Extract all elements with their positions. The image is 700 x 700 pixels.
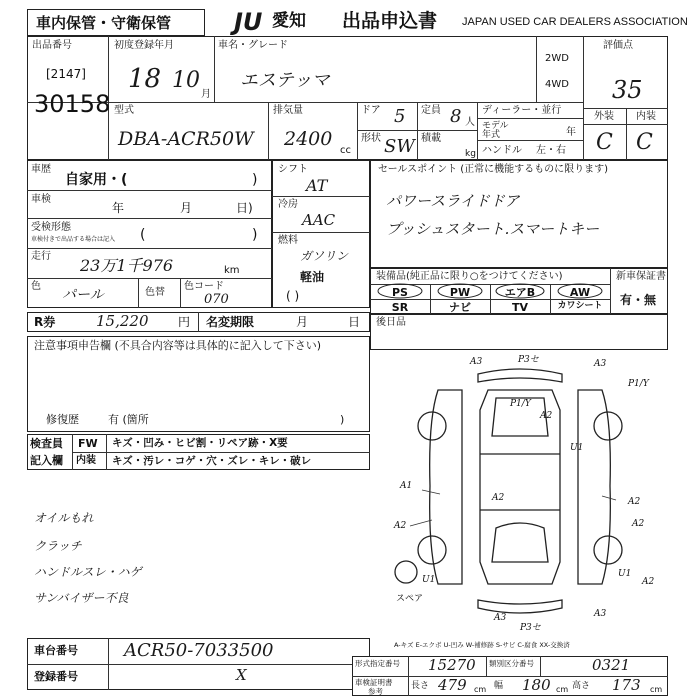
ju-logo [232, 10, 272, 36]
recycle-unit: 円 [178, 315, 191, 329]
exterior-label: 外装 [594, 111, 614, 122]
diag-label: P3セ [518, 355, 539, 365]
equip-tv: TV [511, 301, 529, 314]
reference-sub: 参考 [368, 687, 383, 696]
car-damage-diagram [370, 350, 668, 640]
doors-label: ドア [361, 105, 381, 116]
rating-value: 35 [612, 76, 643, 104]
shape-number-label: 形式指定番号 [355, 659, 400, 668]
diag-label: A3 [470, 357, 483, 367]
diag-label: A2 [394, 521, 407, 531]
inspection-month: 月 [180, 201, 193, 215]
category-number-value: 0321 [592, 656, 631, 674]
equip-ps: PS [392, 286, 408, 299]
lot-bracket: [2147] [46, 67, 86, 81]
registration-label: 初度登録年月 [114, 40, 174, 51]
handle-label: ハンドル [482, 145, 522, 156]
drive-4wd: 4WD [545, 79, 569, 90]
category-number-label: 類別区分番号 [489, 659, 534, 668]
storage-label-box [27, 9, 205, 36]
notes-label: 注意事項申告欄 (不具合内容等は具体的に記入して下さい) [34, 339, 322, 352]
note-4: サンバイザー不良 [34, 591, 129, 605]
left-side [430, 390, 462, 584]
association-name: JAPAN USED CAR DEALERS ASSOCIATION [462, 16, 688, 28]
diag-label: P3セ [520, 623, 541, 633]
registration-year: 18 [128, 64, 162, 94]
inspector-label1: 検査員 [30, 437, 63, 450]
note-2: クラッチ [34, 539, 82, 553]
color-code: 070 [204, 292, 229, 307]
diag-label: U1 [570, 443, 584, 453]
after-items-label: 後日品 [376, 317, 406, 328]
history-value: 自家用・( [65, 172, 128, 188]
inspector-fw-items: キズ・凹み・ヒビ割・リペア跡・X要 [112, 437, 288, 449]
spare-label: スペア [396, 594, 424, 604]
diag-label: P1/Y [510, 399, 531, 409]
rating-label: 評価点 [603, 40, 633, 51]
load-unit: kg [465, 149, 476, 159]
logo-text: JU [234, 8, 263, 36]
inspector-fw: FW [78, 437, 98, 450]
body-shape-value: SW [384, 136, 415, 157]
front-bumper [478, 369, 562, 382]
capacity-value: 8 [450, 106, 462, 127]
sales-point-line1: パワースライドドア [386, 192, 520, 210]
inspection-year: 年 [112, 201, 125, 215]
fuel-value: ガソリン [300, 249, 349, 263]
model-grade-label: 車名・グレード [218, 40, 288, 51]
body-shape-label: 形状 [361, 133, 381, 144]
mileage-label: 走行 [31, 251, 51, 262]
recycle-label: R券 [34, 315, 56, 329]
repair-label: 修復歴 [46, 413, 79, 426]
fuel-paren: ( ) [286, 289, 300, 303]
equipment-circle-marks [370, 282, 610, 300]
diag-label: A1 [400, 481, 413, 491]
plate-label: 登録番号 [34, 670, 78, 683]
displacement-value: 2400 [284, 128, 333, 150]
diag-label: A3 [594, 609, 607, 619]
reference-label: 車検証明書 [355, 678, 393, 687]
circle-ps [378, 284, 422, 298]
circle-pw [438, 284, 482, 298]
model-grade-value: エステッマ [240, 70, 330, 91]
vehicle-info-block [27, 160, 272, 308]
rear-bumper [478, 600, 562, 613]
transfer-day: 日 [348, 315, 361, 329]
width-unit: cm [556, 685, 569, 694]
diag-label: A3 [594, 359, 607, 369]
diag-label: P1/Y [628, 379, 649, 389]
right-side [578, 390, 610, 584]
note-1: オイルもれ [34, 511, 94, 525]
interior-grade: C [636, 130, 653, 155]
model-year-label: モデル年式 [482, 121, 509, 140]
chassis-label: 車台番号 [34, 644, 78, 657]
shift-value: AT [306, 176, 328, 195]
shift-label: シフト [278, 164, 308, 175]
inspection-day: 日) [236, 201, 253, 215]
equipment-label: 装備品(純正品に限り○をつけてください) [376, 271, 563, 282]
registration-month: 10 [172, 68, 200, 93]
capacity-unit: 人 [465, 117, 475, 128]
transfer-month: 月 [296, 315, 309, 329]
transfer-label: 名変期限 [206, 315, 255, 329]
accepted-label: 受検形態 [31, 222, 71, 233]
length-label: 長さ [411, 681, 430, 691]
inspector-int-items: キズ・汚レ・コゲ・穴・ズレ・キレ・破レ [112, 455, 312, 467]
color-label: 色 [31, 281, 41, 292]
inspector-int: 内装 [76, 455, 96, 466]
diag-label: A3 [494, 613, 507, 623]
recycle-value: 15,220 [96, 312, 149, 330]
inspector-label2: 記入欄 [30, 454, 63, 467]
color-code-label: 色コード [184, 281, 224, 292]
form-title: 出品申込書 [342, 10, 438, 32]
dealer-label: ディーラー・並行 [482, 105, 562, 116]
repair-value: 有 (箇所 [108, 413, 149, 426]
equip-pw: PW [449, 286, 471, 299]
color-value: パール [62, 287, 104, 303]
sales-point-label: セールスポイント (正常に機能するものに限ります) [378, 164, 609, 175]
height-unit: cm [650, 685, 663, 694]
history-close: ) [252, 172, 258, 188]
length-value: 479 [438, 676, 467, 694]
note-3: ハンドルスレ・ハゲ [34, 565, 142, 579]
after-items-block [370, 314, 668, 350]
aircon-value: AAC [302, 211, 336, 229]
history-label: 車歴 [31, 164, 51, 175]
diag-label: U1 [618, 569, 632, 579]
shape-number-value: 15270 [428, 656, 476, 674]
inspection-label: 車検 [31, 194, 51, 205]
diagram-legend: A-キズ E-エクボ U-凹み W-補修跡 S-サビ C-腐食 XX-交換済 [394, 641, 570, 649]
model-year-unit: 年 [566, 127, 576, 138]
registration-month-unit: 月 [201, 89, 211, 100]
diag-label: A2 [628, 497, 641, 507]
mileage-value: 23万1千976 [80, 256, 174, 275]
fuel-label: 燃料 [278, 235, 298, 246]
circle-airbag [496, 284, 544, 298]
chassis-value: ACR50-7033500 [124, 640, 274, 661]
lot-number: 30158 [34, 90, 111, 118]
brand-name: 愛知 [272, 11, 306, 31]
equip-navi: ナビ [449, 301, 471, 314]
aircon-label: 冷房 [278, 199, 298, 210]
diag-label: U1 [422, 575, 436, 585]
equip-sr: SR [391, 301, 409, 314]
storage-label: 車内保管・守衛保管 [36, 14, 172, 32]
displacement-unit: cc [340, 145, 351, 156]
capacity-label: 定員 [421, 105, 441, 116]
exterior-grade: C [596, 130, 613, 155]
fuel-alt: 軽油 [300, 270, 325, 284]
equip-aw: AW [569, 286, 591, 299]
equip-leather: カワシート [557, 301, 603, 311]
lot-label: 出品番号 [32, 40, 72, 51]
plate-value: X [236, 666, 247, 684]
height-label: 高さ [572, 681, 591, 691]
doors-value: 5 [394, 106, 406, 127]
spare-wheel [395, 561, 417, 583]
interior-label: 内装 [636, 111, 656, 122]
diag-label: A2 [642, 577, 655, 587]
type-label: 型式 [114, 105, 134, 116]
color-change-label: 色替 [145, 287, 165, 298]
width-value: 180 [522, 676, 551, 694]
height-value: 173 [612, 676, 641, 694]
accepted-close: ) [252, 227, 258, 243]
rear-window [492, 523, 548, 562]
accepted-sub: 車検付きで出品する場合は記入 [31, 236, 116, 243]
drive-2wd: 2WD [545, 53, 569, 64]
equip-airbag: エアB [504, 286, 536, 299]
diag-label: A2 [632, 519, 645, 529]
sales-point-line2: プッシュスタート.スマートキー [386, 220, 600, 238]
handle-options: 左・右 [536, 145, 566, 156]
new-warranty-label: 新車保証書 [616, 271, 666, 282]
circle-aw [558, 284, 602, 298]
displacement-label: 排気量 [273, 105, 303, 116]
width-label: 幅 [494, 681, 504, 691]
type-value: DBA-ACR50W [118, 128, 254, 150]
accepted-open: ( [140, 227, 146, 243]
sales-point-block [370, 160, 668, 268]
diag-label: A2 [492, 493, 505, 503]
mileage-unit: km [224, 265, 240, 276]
new-warranty-options: 有・無 [620, 293, 657, 307]
diag-label: A2 [540, 411, 553, 421]
repair-close: ) [340, 413, 345, 426]
length-unit: cm [474, 685, 487, 694]
load-label: 積載 [421, 133, 441, 144]
